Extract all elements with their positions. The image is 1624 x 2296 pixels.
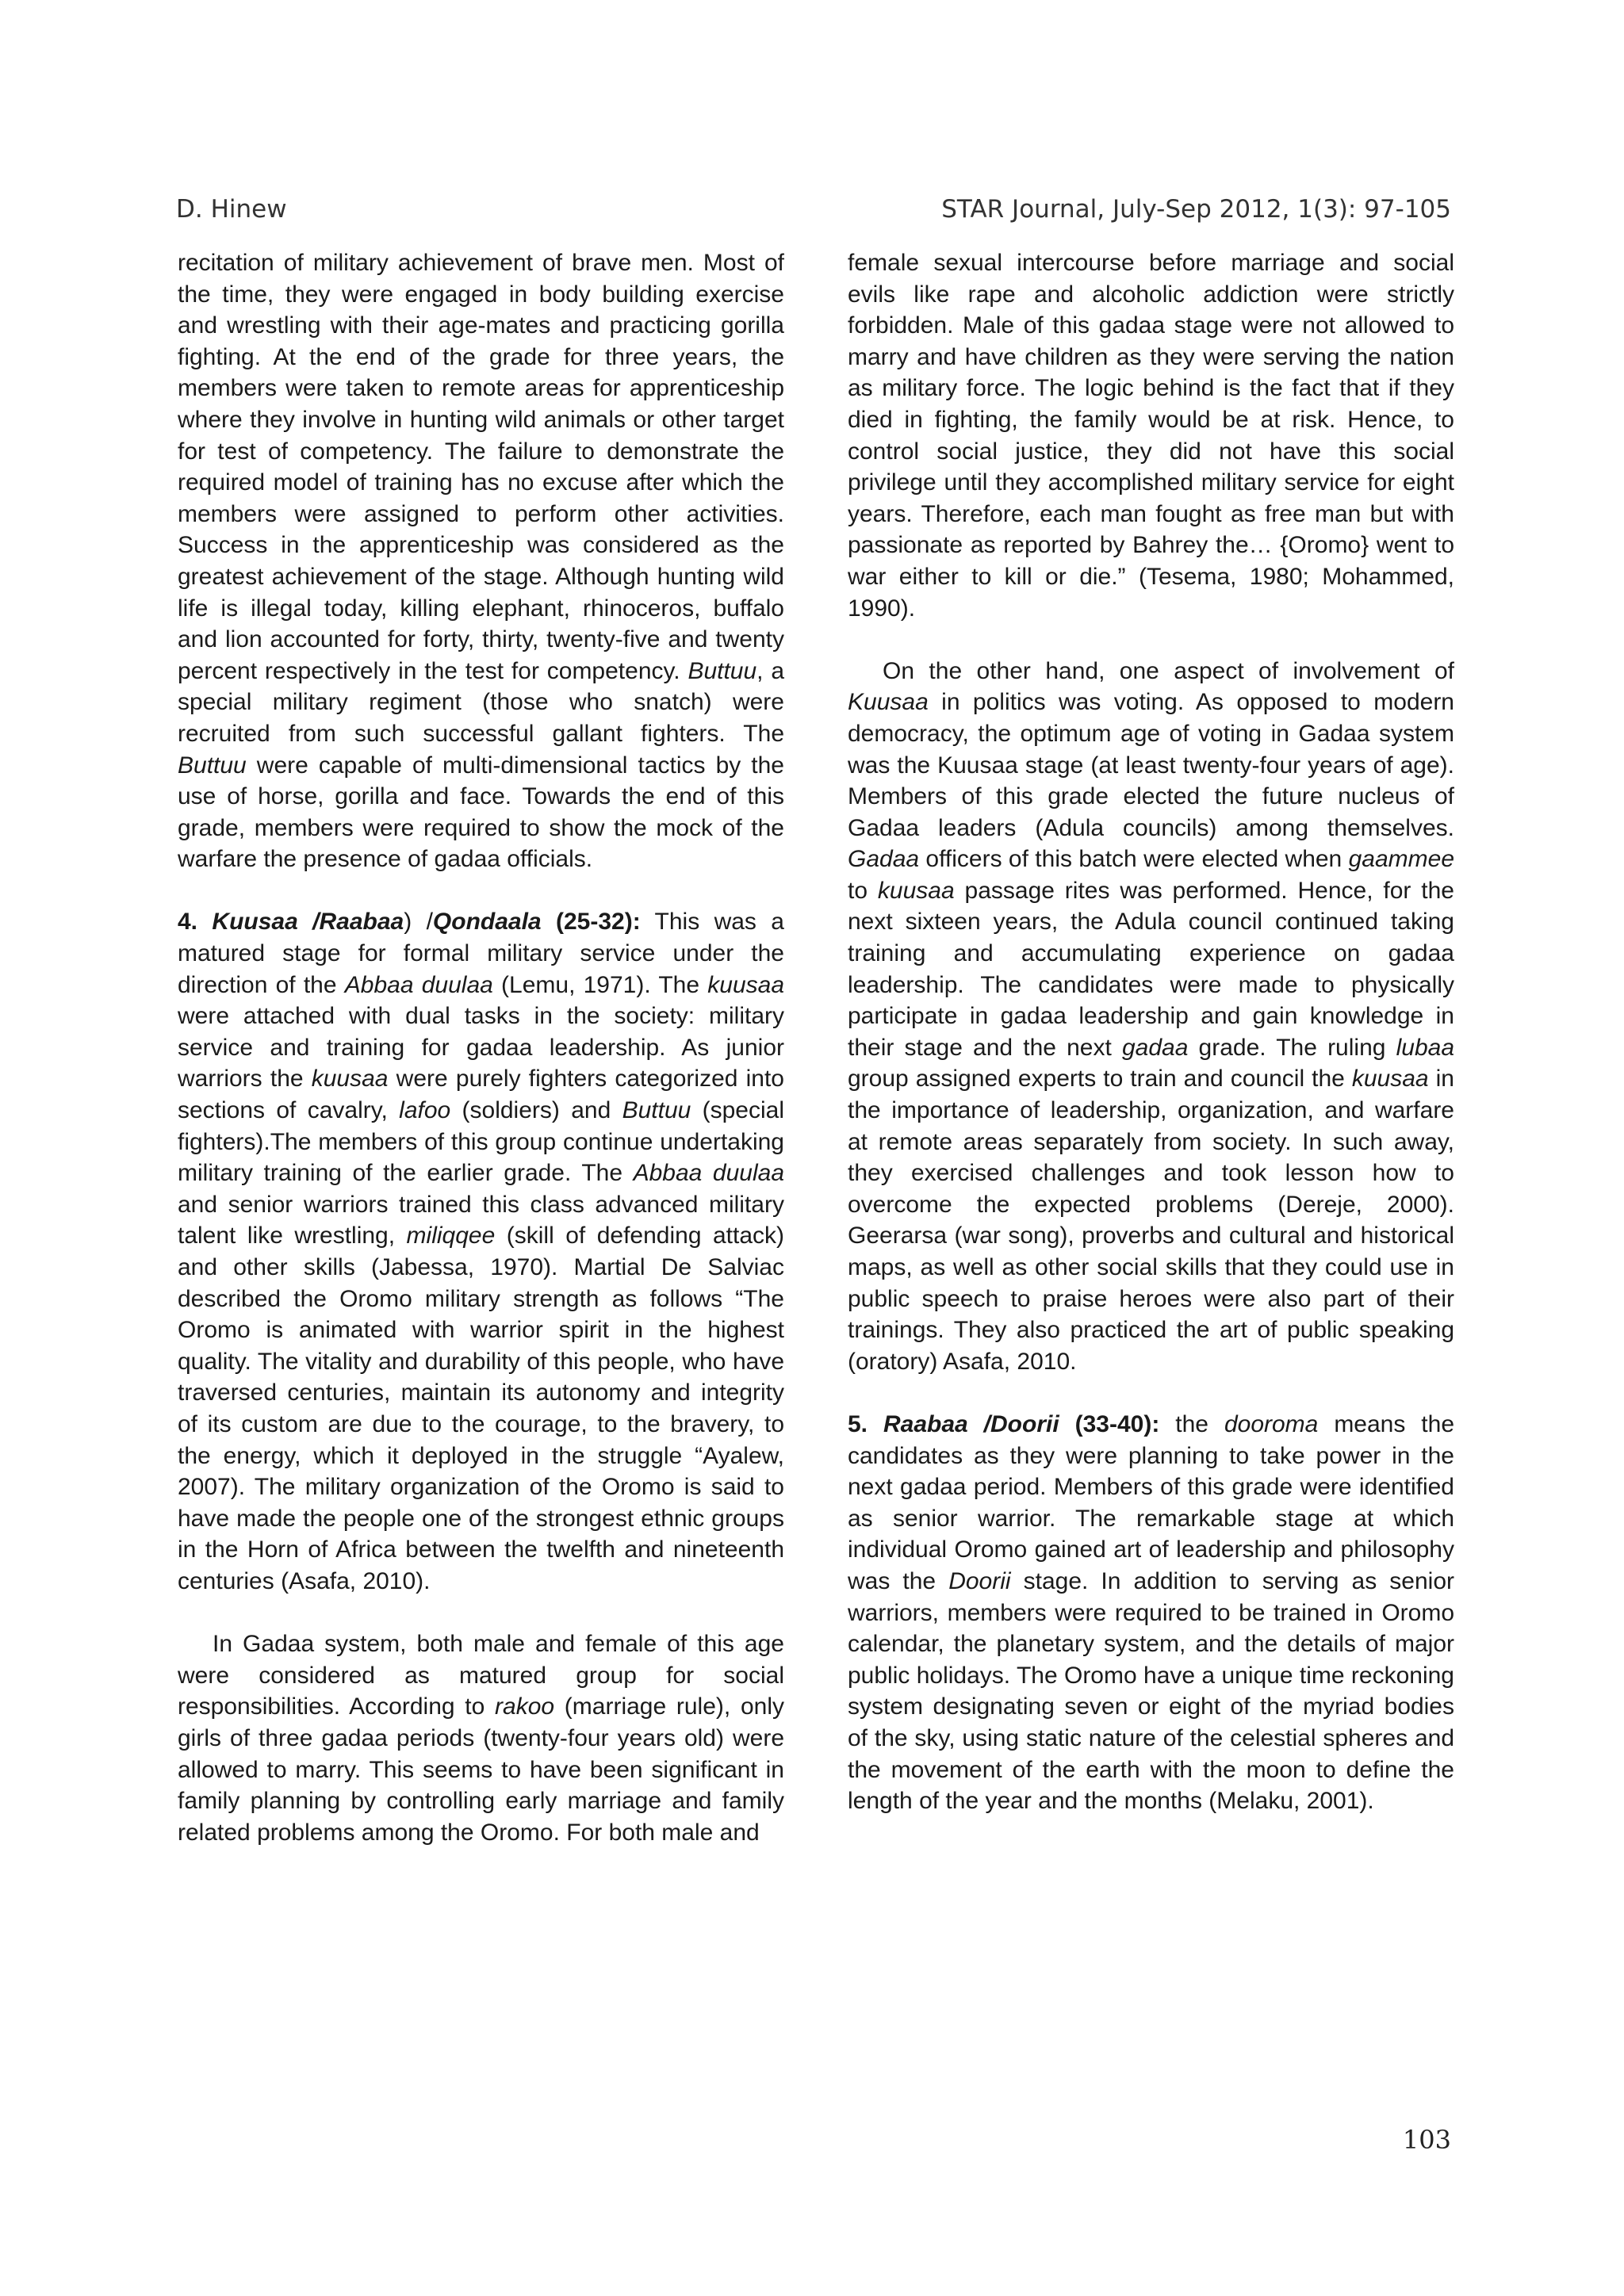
journal-citation: STAR Journal, July-Sep 2012, 1(3): 97-105: [941, 195, 1451, 224]
text-run: stage. In addition to serving as senior warriors, members were required to be trained in Oromo calendar, the planetary system, and the details of major public holidays. The Oromo have a unique time reckoning system designating seven or eight of the myriad bodies of the sky, using static nature of the celestial spheres and the movement of the earth with the moon to define the length of the year and the months (Melaku, 2001).: [848, 1567, 1454, 1815]
paragraph-right-2: [848, 656, 1454, 1378]
italic-run: kuusaa: [877, 877, 955, 904]
text-run: in the importance of leadership, organization, and warfare at remote areas separately from society. In such away, they exercised challenges and took lesson how to overcome the expected problems (Dereje, 2000). Geerarsa (war song), proverbs and cultural and historical maps, as well as other social skills that they could use in public speech to praise heroes were also part of their trainings. They also practiced the art of public speaking (oratory) Asafa, 2010.: [848, 1066, 1454, 1375]
italic-run: dooroma: [1224, 1410, 1319, 1437]
paragraph-left-1: [178, 247, 784, 875]
italic-run: Abbaa duulaa: [344, 971, 493, 998]
paragraph-right-3-raabaa: [848, 1409, 1454, 1817]
text-run: group assigned experts to train and council the: [848, 1066, 1352, 1093]
bold-run: 4.: [178, 909, 213, 936]
italic-run: kuusaa: [311, 1066, 389, 1093]
text-run: , a special military regiment (those who snatch) were recruited from such successful gallant fighters. The: [178, 657, 785, 747]
text-run: passage rites was performed. Hence, for the next sixteen years, the Adula council continued taking training and accumulating experience on gadaa leadership. The candidates were made to physically participate in gadaa leadership and gain knowledge in their stage and the next: [848, 877, 1454, 1061]
author-name: D. Hinew: [176, 195, 287, 224]
italic-run: kuusaa: [707, 971, 785, 998]
text-run: (soldiers) and: [450, 1097, 622, 1124]
text-run: were capable of multi-dimensional tactics by the use of horse, gorilla and face. Towards the end of this grade, members were required to show the mock of the warfare the presence of gadaa officials.: [178, 752, 784, 873]
text-run: means the candidates as they were planning to take power in the next gadaa period. Members of this grade were identified as senior warrior. The remarkable stage at which individual Oromo gained art of leadership and philosophy was the: [848, 1410, 1455, 1594]
italic-run: lafoo: [399, 1097, 451, 1124]
text-run: the: [1159, 1410, 1224, 1437]
text-run: (special fighters).The members of this group continue undertaking military training of the earlier grade. The: [178, 1097, 784, 1187]
italic-run: gadaa: [1121, 1034, 1189, 1061]
bold-run: 5.: [848, 1410, 883, 1437]
text-run: On the other hand, one aspect of involvement of: [883, 657, 1454, 684]
italic-run: Gadaa: [848, 846, 920, 873]
bold-run: (25-32):: [541, 909, 641, 936]
text-run: grade. The ruling: [1188, 1034, 1396, 1061]
bold-run: (33-40):: [1059, 1410, 1160, 1437]
bold-italic-run: Raabaa /Doorii: [883, 1410, 1059, 1437]
italic-run: Buttuu: [178, 752, 247, 779]
italic-run: Buttuu: [688, 657, 757, 684]
paragraph-left-2-kuusaa: [178, 906, 784, 1597]
italic-run: rakoo: [495, 1693, 555, 1720]
text-run: female sexual intercourse before marriage and social evils like rape and alcoholic addiction were strictly forbidden. Male of this gadaa stage were not allowed to marry and have children as they were serving the nation as military force. The logic behind is the fact that if they died in fighting, the family would be at risk. Hence, to control social justice, they did not have this social privilege until they accomplished military service for eight years. Therefore, each man fought as free man but with passionate as reported by Bahrey the… {Oromo} went to war either to kill or die.” (Tesema, 1980; Mohammed, 1990).: [848, 250, 1454, 622]
bold-italic-run: Qondaala: [432, 909, 542, 936]
text-run: In Gadaa system, both male and female of this age were considered as matured group for social responsibilities. According to: [178, 1631, 784, 1720]
paragraph-right-1: [848, 247, 1454, 624]
text-run: officers of this batch were elected when: [919, 846, 1349, 873]
italic-run: gaammee: [1348, 846, 1454, 873]
text-run: recitation of military achievement of brave men. Most of the time, they were engaged in body building exercise and wrestling with their age-mates and practicing gorilla fighting. At the end of the grade for three years, the members were taken to remote areas for apprenticeship where they involve in hunting wild animals or other target for test of competency. The failure to demonstrate the required model of training has no excuse after which the members were assigned to perform other activities. Success in the apprenticeship was considered as the greatest achievement of the stage. Although hunting wild life is illegal today, killing elephant, rhinoceros, buffalo and lion accounted for forty, thirty, twenty-five and twenty percent respectively in the test for competency.: [178, 250, 784, 684]
text-run: to: [848, 877, 878, 904]
paragraph-left-3: [178, 1628, 784, 1848]
left-column: [178, 247, 784, 1848]
bold-italic-run: Kuusaa /Raabaa: [212, 909, 404, 936]
italic-run: Abbaa duulaa: [633, 1160, 785, 1187]
text-run: were purely fighters categorized into sections of cavalry,: [178, 1066, 784, 1124]
text-run: and senior warriors trained this class advanced military talent like wrestling,: [178, 1191, 784, 1249]
text-run: were attached with dual tasks in the society: military service and training for gadaa leadership. As junior warriors the: [178, 1003, 784, 1093]
text-run: in politics was voting. As opposed to modern democracy, the optimum age of voting in Gadaa system was the Kuusaa stage (at least twenty-four years of age). Members of this grade elected the future nucleus of Gadaa leaders (Adula councils) among themselves.: [848, 689, 1454, 841]
running-head: [176, 195, 1451, 233]
text-run: (skill of defending attack) and other skills (Jabessa, 1970). Martial De Salviac described the Oromo military strength as follows “The Oromo is animated with warrior spirit in the highest quality. The vitality and durability of this people, who have traversed centuries, maintain its autonomy and integrity of its custom are due to the courage, to the bravery, to the energy, which it deployed in the struggle “Ayalew, 2007). The military organization of the Oromo is said to have made the people one of the strongest ethnic groups in the Horn of Africa between the twelfth and nineteenth centuries (Asafa, 2010).: [178, 1223, 785, 1594]
italic-run: Kuusaa: [848, 689, 929, 716]
italic-run: lubaa: [1396, 1034, 1454, 1061]
text-run: (Lemu, 1971). The: [492, 971, 708, 998]
italic-run: kuusaa: [1351, 1066, 1429, 1093]
italic-run: Buttuu: [622, 1097, 691, 1124]
page-number: 103: [1402, 2125, 1451, 2155]
italic-run: miliqqee: [406, 1223, 496, 1249]
text-run: This was a matured stage for formal military service under the direction of the: [178, 909, 784, 998]
text-run: ) /: [404, 909, 433, 936]
right-column: [848, 247, 1454, 1817]
text-run: (marriage rule), only girls of three gadaa periods (twenty-four years old) were allowed to marry. This seems to have been significant in family planning by controlling early marriage and family related problems among the Oromo. For both male and: [178, 1693, 784, 1846]
italic-run: Doorii: [948, 1567, 1011, 1594]
